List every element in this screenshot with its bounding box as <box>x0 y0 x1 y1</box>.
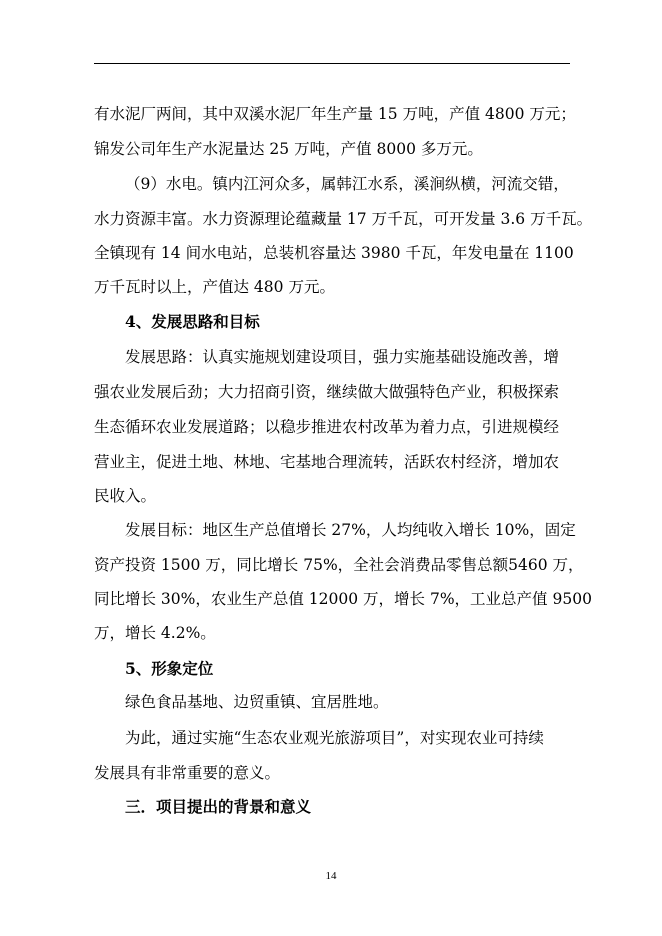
body-line: 水力资源丰富。水力资源理论蕴藏量 17 万千瓦，可开发量 3.6 万千瓦。 <box>94 210 593 228</box>
body-line: 营业主，促进土地、林地、宅基地合理流转，活跃农村经济，增加农 <box>94 453 560 471</box>
body-line: 全镇现有 14 间水电站，总装机容量达 3980 千瓦，年发电量在 1100 <box>94 244 574 262</box>
body-line: 发展目标：地区生产总值增长 27%，人均纯收入增长 10%，固定 <box>125 521 576 539</box>
section-heading: 5、形象定位 <box>125 659 214 678</box>
chapter-heading: 三．项目提出的背景和意义 <box>125 797 312 816</box>
body-line: 绿色食品基地、边贸重镇、宜居胜地。 <box>125 693 389 711</box>
body-line: 为此，通过实施“生态农业观光旅游项目”，对实现农业可持续 <box>125 729 544 747</box>
body-line: （9）水电。镇内江河众多，属韩江水系，溪涧纵横，河流交错， <box>125 175 569 193</box>
page-number: 14 <box>325 870 337 882</box>
body-line: 资产投资 1500 万，同比增长 75%，全社会消费品零售总额5460 万， <box>94 556 584 574</box>
body-line: 生态循环农业发展道路；以稳步推进农村改革为着力点，引进规模经 <box>94 418 560 436</box>
body-line: 锦发公司年生产水泥量达 25 万吨，产值 8000 多万元。 <box>94 140 483 158</box>
body-line: 同比增长 30%，农业生产总值 12000 万，增长 7%，工业总产值 9500 <box>94 590 592 608</box>
section-heading: 4、发展思路和目标 <box>125 312 260 331</box>
body-line: 发展思路：认真实施规划建设项目，强力实施基础设施改善，增 <box>125 348 560 366</box>
body-line: 民收入。 <box>94 487 157 505</box>
body-line: 万，增长 4.2%。 <box>94 624 216 642</box>
body-line: 万千瓦时以上，产值达 480 万元。 <box>94 278 335 296</box>
header-rule <box>94 63 570 64</box>
body-line: 发展具有非常重要的意义。 <box>94 764 281 782</box>
body-line: 强农业发展后劲；大力招商引资，继续做大做强特色产业，积极探索 <box>94 383 560 401</box>
body-line: 有水泥厂两间，其中双溪水泥厂年生产量 15 万吨，产值 4800 万元； <box>94 105 576 123</box>
